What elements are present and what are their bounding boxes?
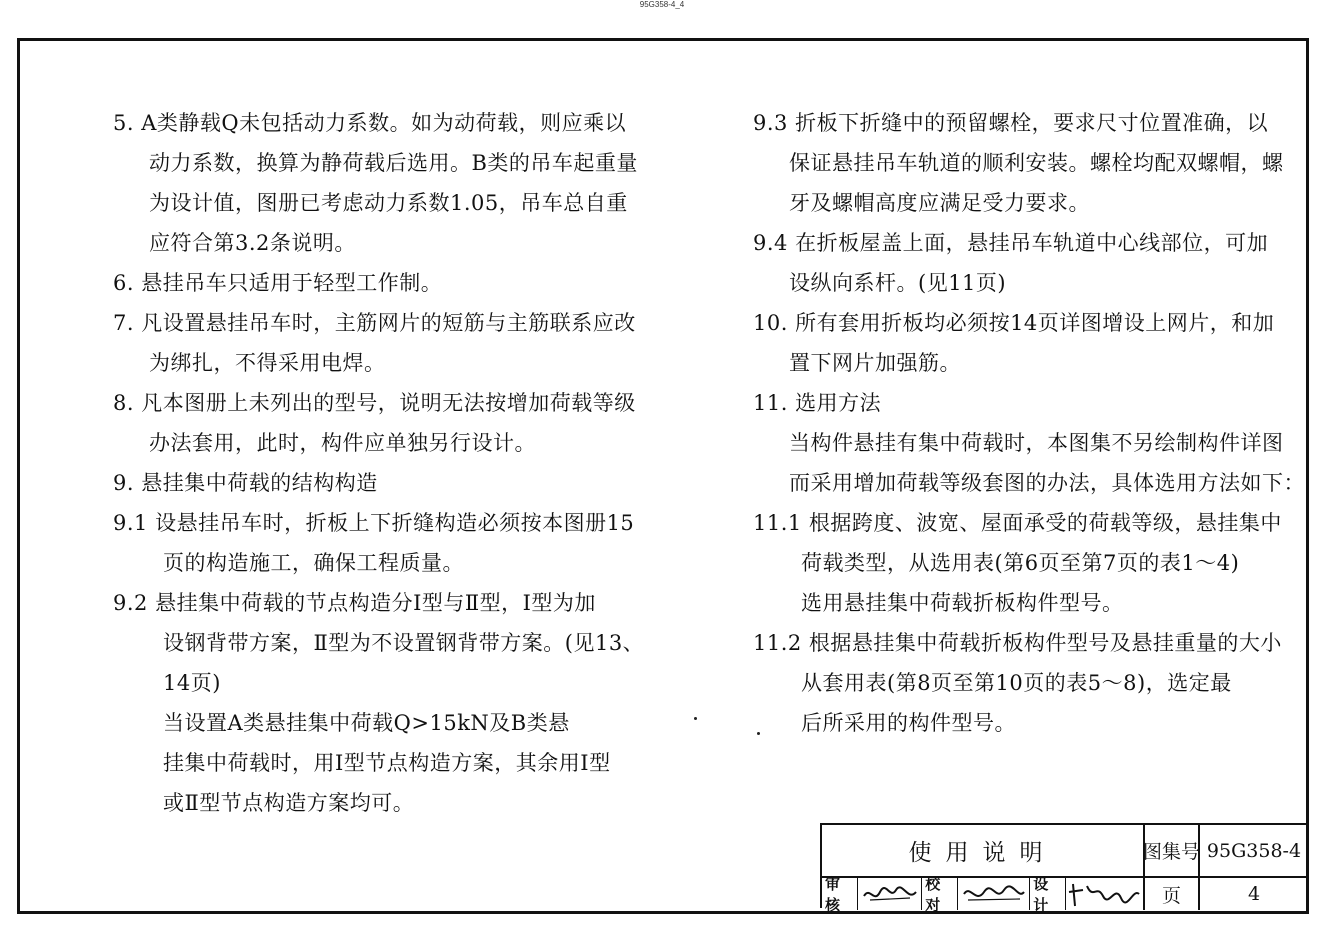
note-line: 页的构造施工，确保工程质量。 — [163, 551, 464, 575]
drawing-title: 使用说明 — [822, 825, 1145, 878]
note-line: 为绑扎，不得采用电焊。 — [149, 351, 386, 375]
review-label: 审核 — [822, 878, 858, 910]
note-line: 应符合第3.2条说明。 — [149, 231, 356, 255]
note-line: 而采用增加荷载等级套图的办法，具体选用方法如下： — [789, 471, 1305, 495]
scan-speck — [694, 717, 697, 720]
design-signature — [1066, 878, 1143, 910]
note-line: 动力系数，换算为静荷载后选用。B类的吊车起重量 — [149, 151, 638, 175]
note-line: 设钢背带方案，Ⅱ型为不设置钢背带方案。(见13、 — [163, 631, 645, 655]
page-number: 4 — [1247, 883, 1261, 905]
signature-row — [822, 875, 1145, 914]
check-label: 校对 — [922, 878, 958, 910]
design-label: 设计 — [1030, 878, 1066, 910]
note-11-2 — [753, 623, 1282, 743]
note-line: 设纵向系杆。(见11页) — [789, 271, 1007, 295]
note-line: 选用悬挂集中荷载折板构件型号。 — [801, 591, 1124, 615]
note-line: 后所采用的构件型号。 — [801, 711, 1016, 735]
page-label: 页 — [1145, 878, 1200, 910]
note-7 — [113, 303, 636, 383]
note-9-1 — [113, 503, 635, 583]
note-line: 办法套用，此时，构件应单独另行设计。 — [149, 431, 536, 455]
page-header-code: 95G358-4_4 — [639, 0, 685, 9]
note-line: 10. 所有套用折板均必须按14页详图增设上网片，和加 — [753, 311, 1275, 335]
note-line: 牙及螺帽高度应满足受力要求。 — [789, 191, 1090, 215]
note-9-2 — [113, 583, 645, 823]
review-signature — [858, 878, 922, 910]
note-line: 9. 悬挂集中荷载的结构构造 — [113, 471, 378, 495]
note-line: 荷载类型，从选用表(第6页至第7页的表1～4) — [801, 551, 1240, 575]
note-line: 7. 凡设置悬挂吊车时，主筋网片的短筋与主筋联系应改 — [113, 311, 636, 335]
notes-right-column — [753, 103, 1305, 743]
note-10 — [753, 303, 1275, 383]
note-line: 8. 凡本图册上未列出的型号，说明无法按增加荷载等级 — [113, 391, 636, 415]
note-line: 从套用表(第8页至第10页的表5～8)，选定最 — [801, 671, 1232, 695]
note-line: 11. 选用方法 — [753, 391, 882, 415]
note-8 — [113, 383, 636, 463]
note-line: 置下网片加强筋。 — [789, 351, 961, 375]
handwritten-signature-icon — [860, 882, 920, 906]
atlas-number-value: 95G358-4 — [1200, 825, 1308, 878]
note-line: 14页) — [163, 671, 221, 695]
note-line: 9.4 在折板屋盖上面，悬挂吊车轨道中心线部位，可加 — [753, 231, 1269, 255]
note-line: 9.3 折板下折缝中的预留螺栓，要求尺寸位置准确，以 — [753, 111, 1269, 135]
note-line: 9.1 设悬挂吊车时，折板上下折缝构造必须按本图册15 — [113, 511, 635, 535]
handwritten-signature-icon — [960, 882, 1028, 906]
note-9-4 — [753, 223, 1269, 303]
note-5 — [113, 103, 638, 263]
note-line: 9.2 悬挂集中荷载的节点构造分Ⅰ型与Ⅱ型，Ⅰ型为加 — [113, 591, 596, 615]
notes-left-column — [113, 103, 645, 823]
note-11-1 — [753, 503, 1282, 623]
note-line: 5. A类静载Q未包括动力系数。如为动荷载，则应乘以 — [113, 111, 627, 135]
note-line: 6. 悬挂吊车只适用于轻型工作制。 — [113, 271, 443, 295]
note-line: 或Ⅱ型节点构造方案均可。 — [163, 791, 415, 815]
note-6 — [113, 263, 588, 303]
note-line: 为设计值，图册已考虑动力系数1.05，吊车总自重 — [149, 191, 628, 215]
note-line: 当设置A类悬挂集中荷载Q>15kN及B类悬 — [163, 711, 570, 735]
check-signature — [958, 878, 1030, 910]
note-line: 保证悬挂吊车轨道的顺利安装。螺栓均配双螺帽，螺 — [789, 151, 1284, 175]
title-block — [820, 823, 1306, 914]
note-9 — [113, 463, 588, 503]
note-line: 11.2 根据悬挂集中荷载折板构件型号及悬挂重量的大小 — [753, 631, 1282, 655]
note-9-3 — [753, 103, 1284, 223]
scan-speck — [757, 732, 760, 735]
handwritten-signature-icon — [1067, 880, 1143, 908]
note-line: 11.1 根据跨度、波宽、屋面承受的荷载等级，悬挂集中 — [753, 511, 1282, 535]
note-11 — [753, 383, 1305, 503]
note-line: 当构件悬挂有集中荷载时，本图集不另绘制构件详图 — [789, 431, 1284, 455]
note-line: 挂集中荷载时，用Ⅰ型节点构造方案，其余用Ⅰ型 — [163, 751, 611, 775]
atlas-number-label: 图集号 — [1145, 825, 1200, 878]
